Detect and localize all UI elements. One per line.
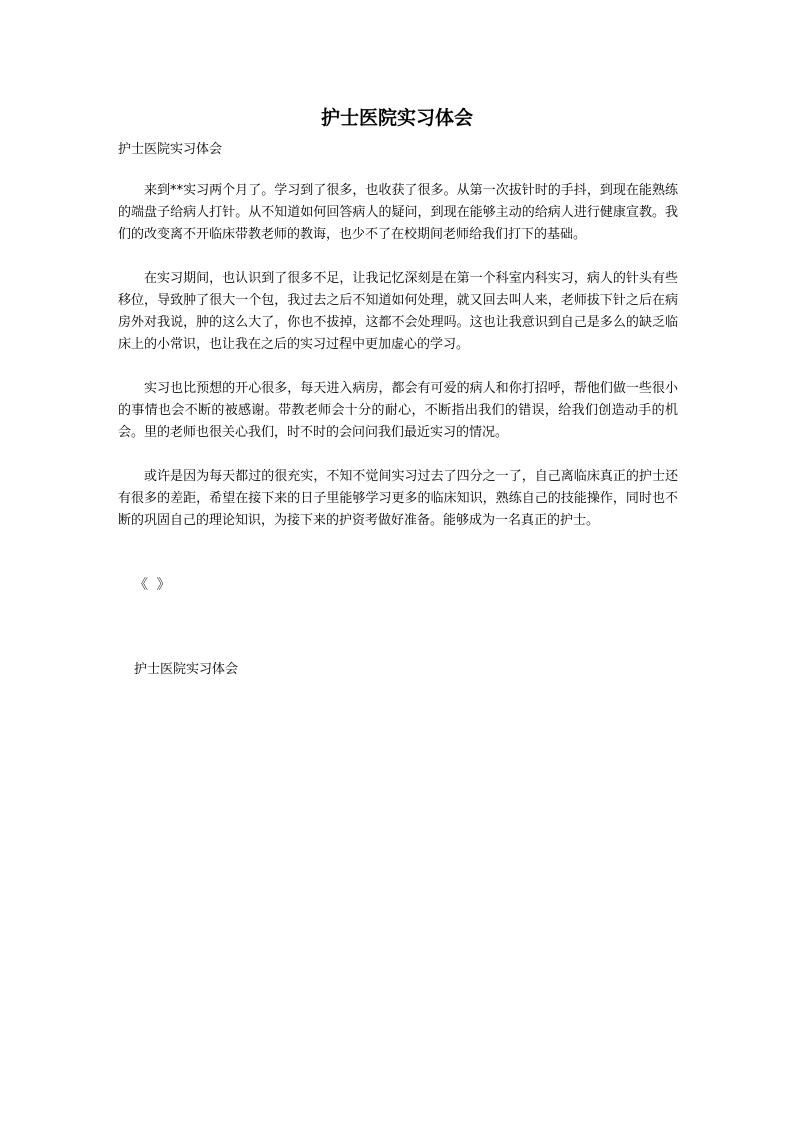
related-article-link[interactable]: 护士医院实习体会 (134, 662, 239, 677)
paragraph-4: 或许是因为每天都过的很充实，不知不觉间实习过去了四分之一了，自己离临床真正的护士还有很多的差距，希望在接下来的日子里能够学习更多的临床知识，熟练自己的技能操作，同时也不断的巩固自己的理论知识，为接下来的护资考做好准备。能够成为一名真正的护士。 (118, 469, 678, 528)
document-title: 护士医院实习体会 (320, 107, 473, 129)
paragraph-1: 来到**实习两个月了。学习到了很多，也收获了很多。从第一次拔针时的手抖，到现在能熟练的端盘子给病人打针。从不知道如何回答病人的疑问，到现在能够主动的给病人进行健康宣教。我们的改变离不开临床带教老师的教诲，也少不了在校期间老师给我们打下的基础。 (118, 183, 678, 242)
paragraph-2: 在实习期间，也认识到了很多不足，让我记忆深刻是在第一个科室内科实习，病人的针头有些移位，导致肿了很大一个包，我过去之后不知道如何处理，就又回去叫人来，老师拔下针之后在病房外对我说，肿的这么大了，你也不拔掉，这都不会处理吗。这也让我意识到自己是多么的缺乏临床上的小常识，也让我在之后的实习过程中更加虚心的学习。 (118, 271, 678, 352)
document-subtitle: 护士医院实习体会 (118, 142, 223, 157)
document-body (118, 180, 678, 554)
paragraph-3: 实习也比预想的开心很多，每天进入病房，都会有可爱的病人和你打招呼，帮他们做一些很小的事情也会不断的被感谢。带教老师会十分的耐心，不断指出我们的错误，给我们创造动手的机会。里的老师也很关心我们，时不时的会问问我们最近实习的情况。 (118, 381, 678, 440)
prev-next-marks[interactable]: 《 》 (134, 577, 173, 593)
